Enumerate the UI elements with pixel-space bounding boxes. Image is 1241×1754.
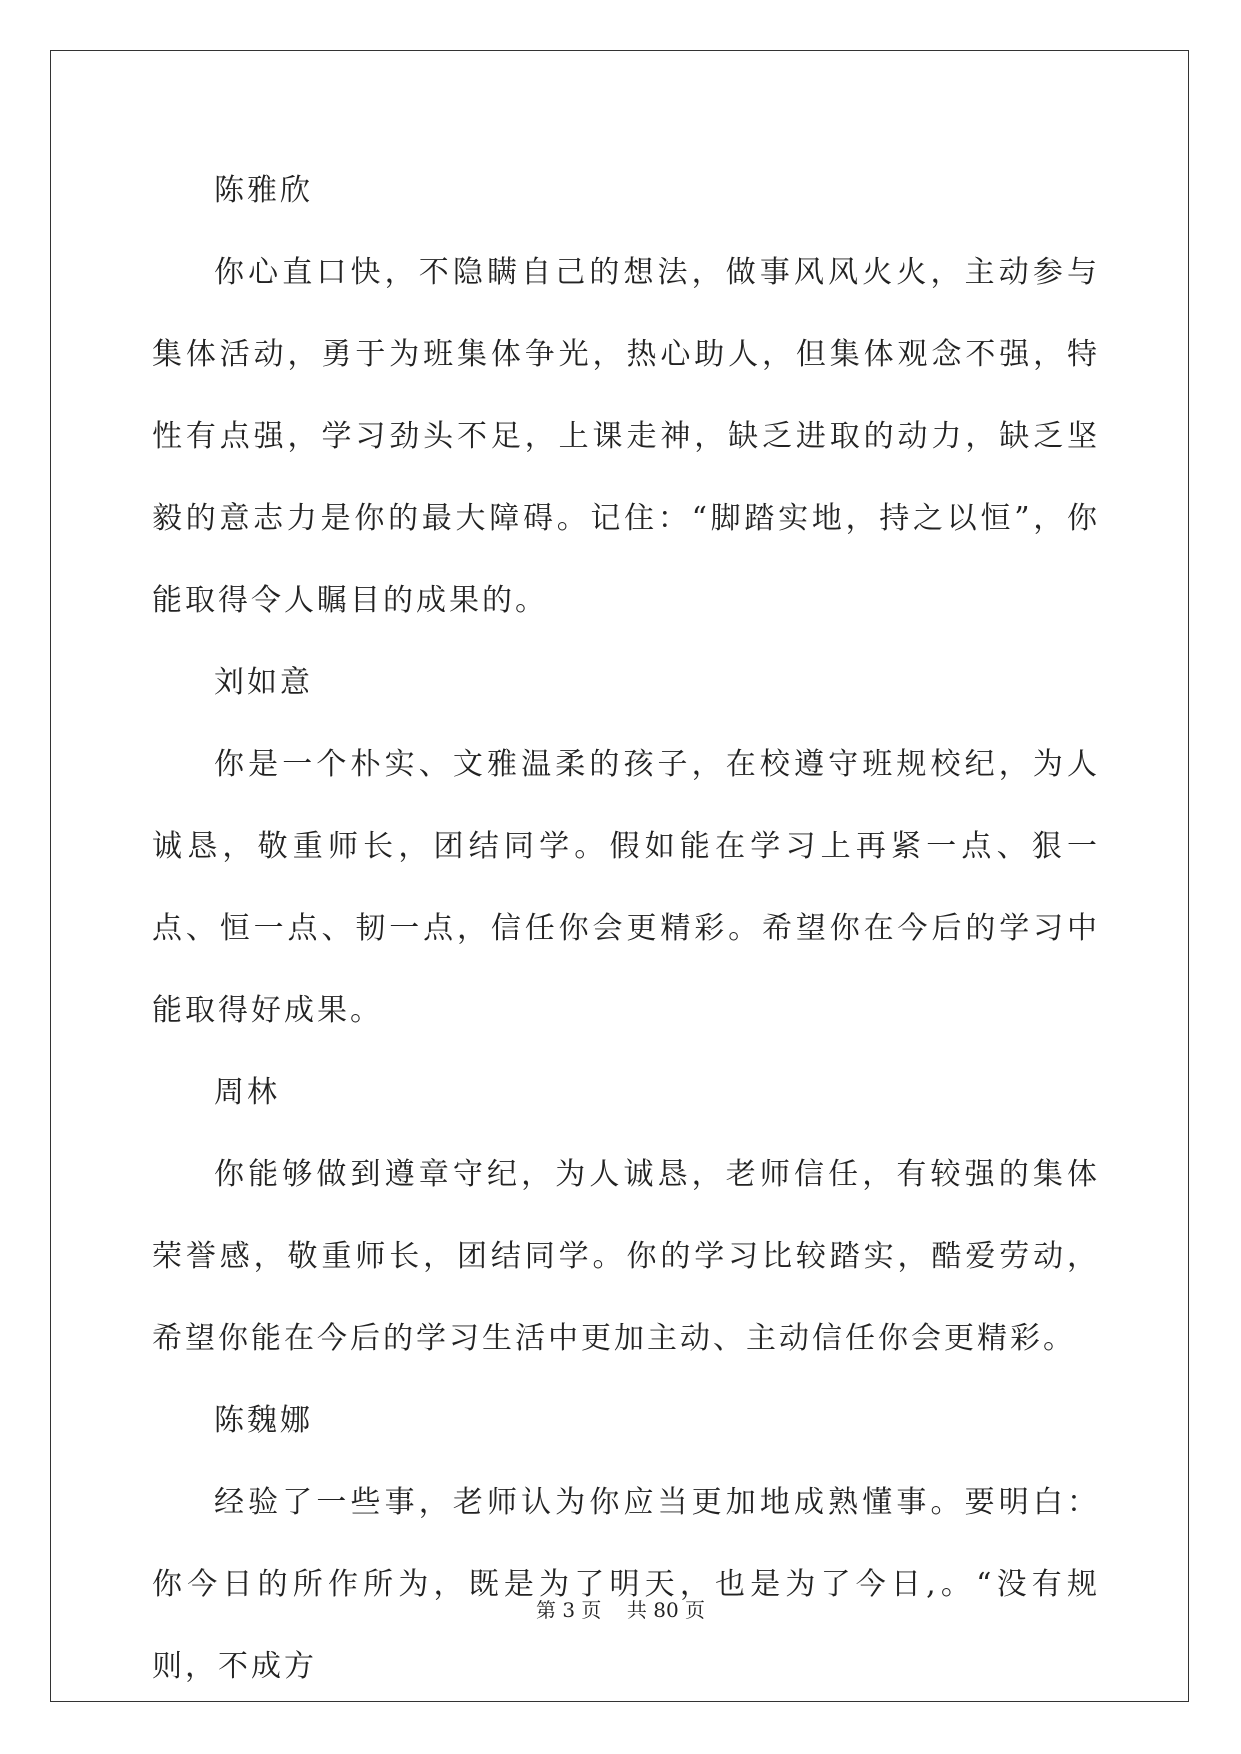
comment-paragraph: 经验了一些事，老师认为你应当更加地成熟懂事。要明白：你今日的所作所为，既是为了明天，也是为了今日,。“没有规则，不成方 (152, 1485, 1100, 1684)
student-name: 刘如意 (214, 665, 313, 700)
page-total: 共 80 页 (626, 1598, 706, 1622)
comment-paragraph: 你能够做到遵章守纪，为人诚恳，老师信任，有较强的集体荣誉感，敬重师长，团结同学。你的学习比较踏实，酷爱劳动，希望你能在今后的学习生活中更加主动、主动信任你会更精彩。 (152, 1157, 1100, 1356)
student-name: 陈魏娜 (214, 1403, 313, 1438)
document-body (152, 150, 1100, 1708)
comment-paragraph: 你是一个朴实、文雅温柔的孩子，在校遵守班规校纪，为人诚恳，敬重师长，团结同学。假如能在学习上再紧一点、狠一点、恒一点、韧一点，信任你会更精彩。希望你在今后的学习中能取得好成果。 (152, 747, 1100, 1028)
comment-paragraph: 你心直口快，不隐瞒自己的想法，做事风风火火，主动参与集体活动，勇于为班集体争光，热心助人，但集体观念不强，特性有点强，学习劲头不足，上课走神，缺乏进取的动力，缺乏坚毅的意志力是你的最大障碍。记住：“脚踏实地，持之以恒”，你能取得令人瞩目的成果的。 (152, 255, 1100, 618)
student-name: 周林 (214, 1075, 280, 1110)
page-footer (0, 1594, 1241, 1623)
student-name: 陈雅欣 (214, 173, 313, 208)
page-number: 第 3 页 (535, 1598, 602, 1622)
